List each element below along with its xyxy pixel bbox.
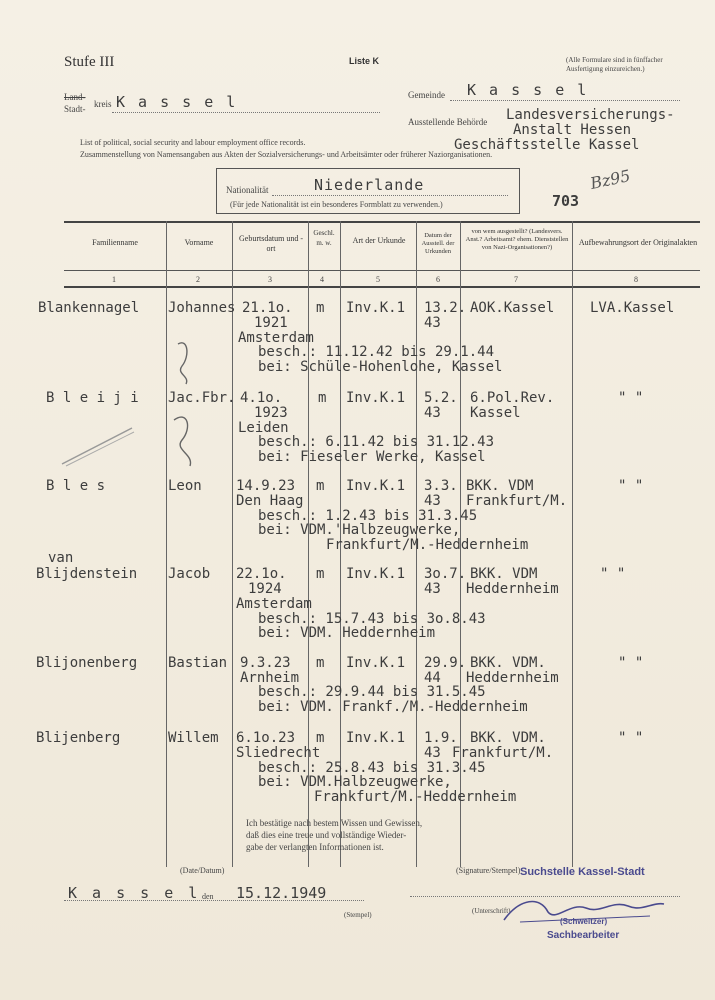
row-0-bei: bei: Schüle-Hohenlohe, Kassel [258,359,503,375]
row-5-birth-place: Sliedrecht [236,745,321,761]
row-5-von-2: Frankfurt/M. [452,745,554,761]
row-1-birth-date: 4.1o. [240,390,283,406]
land-label: Land- [64,92,86,102]
date-value: 15.12.1949 [236,884,327,902]
row-5-birth-date: 6.1o.23 [236,730,296,746]
row-4-bei: bei: VDM. Frankf./M.-Heddernheim [258,699,528,715]
behoerde-label: Ausstellende Behörde [408,117,488,127]
row-0-birth-year: 1921 [254,315,288,331]
table-header-rule [64,270,700,271]
stadt-label: Stadt- [64,104,86,114]
col-divider-1 [166,221,167,867]
col-divider-2 [232,221,233,867]
gemeinde-label: Gemeinde [408,90,445,100]
row-5-date: 1.9. [424,730,458,746]
row-2-vorname: Leon [168,478,202,494]
row-0-birth-place: Amsterdam [238,330,314,346]
description-english: List of political, social security and labour employment office records. [80,138,306,147]
row-0-birth-date: 21.1o. [242,300,293,316]
row-1-von: 6.Pol.Rev. [470,390,555,406]
row-1-date: 5.2. [424,390,458,406]
row-3-bei: bei: VDM. Heddernheim [258,625,436,641]
row-5-art: Inv.K.1 [346,730,406,746]
date-dotted-line [64,900,364,901]
gemeinde-value: K a s s e l [467,81,589,99]
row-1-birth-place: Leiden [238,420,289,436]
table-top-rule [64,221,700,223]
row-4-birth-place: Arnheim [240,670,300,686]
row-3-besch: besch.: 15.7.43 bis 3o.8.43 [258,611,486,627]
kreis-label: kreis [94,99,112,109]
col-number-5: 5 [376,275,380,284]
handwritten-note: Bz95 [588,165,633,194]
col-header-7: von wem ausgestellt? (Landesvers. Anst.? Arbeitsamt? ehem. Dienststellen von Nazi-Organisationen?) [465,228,569,251]
col-number-8: 8 [634,275,638,284]
col-header-1: Familienname [92,238,138,247]
row-5-bei: bei: VDM.Halbzeugwerke, [258,774,452,790]
row-5-vorname: Willem [168,730,219,746]
row-3-von: BKK. VDM [470,566,538,582]
row-3-birth-date: 22.1o. [236,566,287,582]
row-3-birth-year: 1924 [248,581,282,597]
col-header-6: Datum der Ausstell. der Urkunden [421,232,455,255]
row-0-date-year: 43 [424,315,441,331]
col-number-4: 4 [320,275,324,284]
row-1-von-2: Kassel [470,405,521,421]
stempel-label: (Stempel) [344,911,372,919]
row-0-besch: besch.: 11.12.42 bis 29.1.44 [258,344,495,360]
col-divider-7 [572,221,573,867]
row-4-ort: " " [618,655,644,671]
row-0-von: AOK.Kassel [470,300,555,316]
row-2-ort: " " [618,478,644,494]
row-3-name-prefix: van [48,550,74,566]
unterschrift-label: (Unterschrift) [472,907,511,915]
nationality-note: (Für jede Nationalität ist ein besonderes Formblatt zu verwenden.) [230,200,443,209]
row-3-art: Inv.K.1 [346,566,406,582]
behoerde-line3: Geschäftsstelle Kassel [454,137,640,153]
row-2-bei-2: Frankfurt/M.-Heddernheim [326,537,529,553]
stamp-line-3: Sachbearbeiter [547,930,620,941]
behoerde-line2: Anstalt Hessen [513,122,632,138]
row-5-bei-2: Frankfurt/M.-Heddernheim [314,789,517,805]
row-2-von: BKK. VDM [466,478,534,494]
date-label: (Date/Datum) [180,866,225,875]
form-note: (Alle Formulare sind in fünffacher Ausfertigung einzureichen.) [566,56,663,73]
row-4-von-2: Heddernheim [466,670,559,686]
col-header-8: Aufbewahrungsort der Originalakten [578,238,698,247]
row-1-sex: m [318,390,327,406]
row-4-date-year: 44 [424,670,441,686]
row-4-art: Inv.K.1 [346,655,406,671]
nationality-dotted-line [272,195,508,196]
description-german: Zusammenstellung von Namensangaben aus Akten der Sozialversicherungs- und Arbeitsämter oder früherer Naziorganisationen. [80,150,493,159]
stufe-label: Stufe III [64,54,115,70]
row-2-besch: besch.: 1.2.43 bis 31.3.45 [258,508,478,524]
row-1-ort: " " [618,390,644,406]
row-4-date: 29.9. [424,655,467,671]
row-4-besch: besch.: 29.9.44 bis 31.5.45 [258,684,486,700]
row-4-name: Blijonenberg [36,655,138,671]
row-0-sex: m [316,300,325,316]
row-5-von: BKK. VDM. [470,730,546,746]
row-2-date-year: 43 [424,493,441,509]
nationality-value: Niederlande [314,176,425,194]
row-3-ort: " " [600,566,626,582]
col-header-5: Art der Urkunde [352,236,406,245]
row-3-date: 3o.7. [424,566,467,582]
gemeinde-dotted-line [450,100,680,101]
row-1-vorname: Jac.Fbr. [168,390,236,406]
row-2-von-2: Frankfurt/M. [466,493,568,509]
row-2-birth-date: 14.9.23 [236,478,296,494]
row-4-vorname: Bastian [168,655,228,671]
row-2-bei: bei: VDM.'Halbzeugwerke, [258,522,461,538]
col-number-2: 2 [196,275,200,284]
row-1-name: B l e i j i [46,390,139,406]
signature-label: (Signature/Stempel) [456,866,521,875]
col-number-3: 3 [268,275,272,284]
row-3-von-2: Heddernheim [466,581,559,597]
row-5-name: Blijenberg [36,730,121,746]
row-3-vorname: Jacob [168,566,211,582]
place-value: K a s s e l [68,884,201,902]
col-header-4: Geschl. m. w. [313,229,335,247]
row-4-birth-date: 9.3.23 [240,655,291,671]
row-1-besch: besch.: 6.11.42 bis 31.12.43 [258,434,495,450]
col-header-2: Vorname [184,238,214,247]
row-3-date-year: 43 [424,581,441,597]
row-2-birth-place: Den Haag [236,493,304,509]
certify-line-3: gabe der verlangten Informationen ist. [246,842,384,852]
row-0-ort: LVA.Kassel [590,300,675,316]
row-4-sex: m [316,655,325,671]
row-5-date-year: 43 [424,745,441,761]
row-4-von: BKK. VDM. [470,655,546,671]
nationality-label: Nationalität [226,185,269,195]
document-number: 703 [552,192,580,210]
col-number-1: 1 [112,275,116,284]
col-header-3: Geburtsdatum und -ort [239,234,303,253]
row-3-sex: m [316,566,325,582]
kreis-dotted-line [112,112,380,113]
den-label: den [202,892,214,901]
row-0-vorname: Johannes [168,300,236,316]
col-number-7: 7 [514,275,518,284]
row-3-birth-place: Amsterdam [236,596,312,612]
row-3-name: Blijdenstein [36,566,138,582]
row-1-art: Inv.K.1 [346,390,406,406]
row-5-ort: " " [618,730,644,746]
behoerde-line1: Landesversicherungs- [506,107,675,123]
row-0-date: 13.2. [424,300,467,316]
row-5-besch: besch.: 25.8.43 bis 31.3.45 [258,760,486,776]
pencil-strike-mark [58,420,138,470]
row-1-date-year: 43 [424,405,441,421]
row-5-sex: m [316,730,325,746]
row-2-sex: m [316,478,325,494]
liste-label: Liste K [349,56,380,66]
row-1-bei: bei: Fieseler Werke, Kassel [258,449,486,465]
certify-line-1: Ich bestätige nach bestem Wissen und Gewissen, [246,818,423,828]
row-1-birth-year: 1923 [254,405,288,421]
row-2-name: B l e s [46,478,106,494]
kreis-value: K a s s e l [116,93,238,111]
handwritten-marks [160,336,220,476]
certify-line-2: daß dies eine treue und vollständige Wieder- [246,830,407,840]
col-number-6: 6 [436,275,440,284]
row-2-date: 3.3. [424,478,458,494]
row-0-art: Inv.K.1 [346,300,406,316]
row-2-art: Inv.K.1 [346,478,406,494]
table-number-rule [64,286,700,288]
stamp-line-1: Suchstelle Kassel-Stadt [520,866,645,878]
row-0-name: Blankennagel [38,300,140,316]
stamp-line-2: (Schweitzer) [560,917,608,926]
